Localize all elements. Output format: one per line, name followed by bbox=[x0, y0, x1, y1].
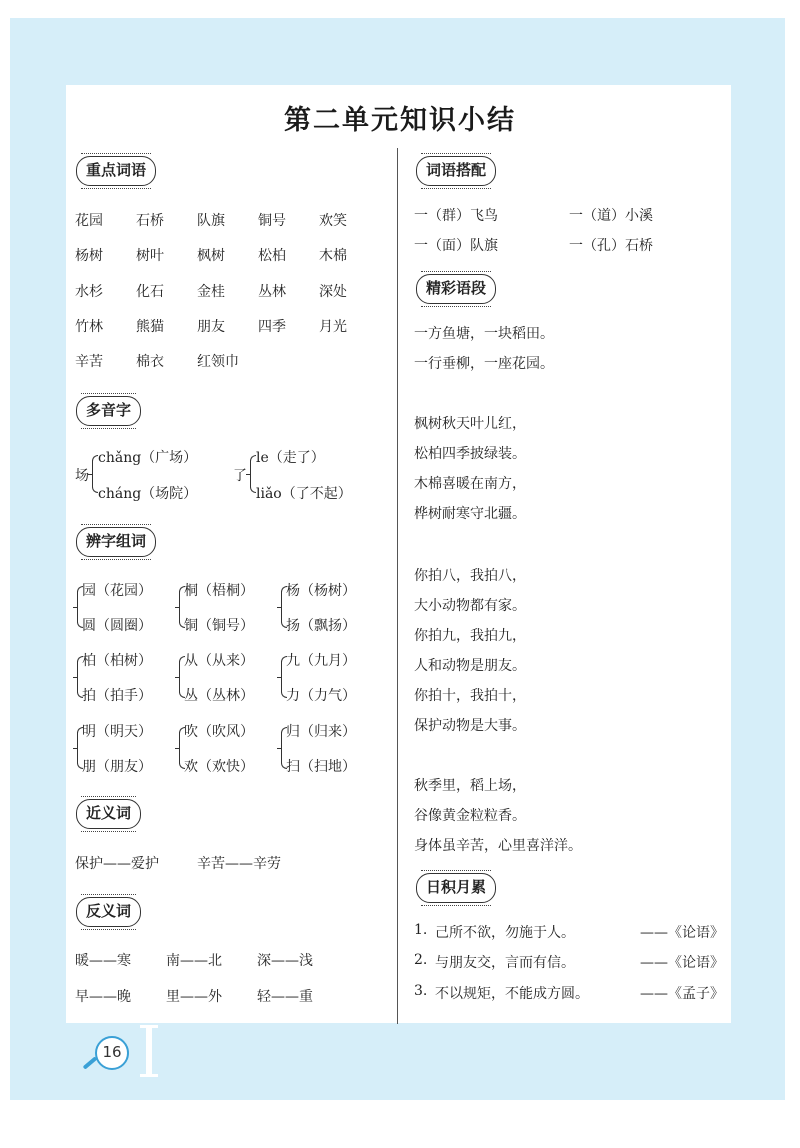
key-word: 枫树 bbox=[197, 248, 225, 264]
collocation-item: 一（孔）石桥 bbox=[569, 238, 653, 254]
antonym-pair: 深——浅 bbox=[257, 953, 313, 969]
distinguish-word: 圆（圆圈） bbox=[82, 618, 152, 634]
key-word: 石桥 bbox=[136, 213, 164, 229]
passage-line: 枫树秋天叶儿红， bbox=[414, 416, 526, 432]
distinguish-word: 拍（拍手） bbox=[82, 688, 152, 704]
key-word: 红领巾 bbox=[197, 354, 239, 370]
antonym-pair: 里——外 bbox=[166, 989, 222, 1005]
antonym-pair: 轻——重 bbox=[257, 989, 313, 1005]
synonyms-tag: 近义词 bbox=[76, 799, 141, 829]
distinguish-word: 杨（杨树） bbox=[286, 583, 356, 599]
key-word: 铜号 bbox=[258, 213, 286, 229]
passage-line: 保护动物是大事。 bbox=[414, 718, 526, 734]
distinguish-word: 吹（吹风） bbox=[184, 724, 254, 740]
key-word: 水杉 bbox=[75, 284, 103, 300]
accumulation-source: ——《论语》 bbox=[640, 955, 724, 971]
footer-bar-cap bbox=[140, 1074, 158, 1077]
key-word: 欢笑 bbox=[319, 213, 347, 229]
distinguish-word: 桐（梧桐） bbox=[184, 583, 254, 599]
passage-line: 木棉喜暖在南方， bbox=[414, 476, 526, 492]
distinguish-word: 欢（欢快） bbox=[184, 759, 254, 775]
distinguish-word: 朋（朋友） bbox=[82, 759, 152, 775]
key-word: 化石 bbox=[136, 284, 164, 300]
page-number: 16 bbox=[95, 1036, 129, 1070]
distinguish-word: 丛（丛林） bbox=[184, 688, 254, 704]
key-word: 松柏 bbox=[258, 248, 286, 264]
key-word: 金桂 bbox=[197, 284, 225, 300]
accumulation-text: 己所不欲，勿施于人。 bbox=[435, 925, 575, 941]
key-word: 丛林 bbox=[258, 284, 286, 300]
antonym-pair: 南——北 bbox=[166, 953, 222, 969]
passage-line: 大小动物都有家。 bbox=[414, 598, 526, 614]
distinguish-word: 归（归来） bbox=[286, 724, 356, 740]
polyphone-reading: chǎng（广场） bbox=[98, 450, 198, 466]
accumulation-source: ——《孟子》 bbox=[640, 986, 724, 1002]
key-word: 木棉 bbox=[319, 248, 347, 264]
antonym-pair: 早——晚 bbox=[75, 989, 131, 1005]
distinguish-word: 九（九月） bbox=[286, 653, 356, 669]
polyphone-reading: cháng（场院） bbox=[98, 486, 198, 502]
collocation-item: 一（群）飞鸟 bbox=[414, 208, 498, 224]
distinguish-word: 柏（柏树） bbox=[82, 653, 152, 669]
distinguish-word: 扬（飘扬） bbox=[286, 618, 356, 634]
footer-bar-decoration bbox=[146, 1025, 152, 1077]
passage-line: 人和动物是朋友。 bbox=[414, 658, 526, 674]
page-title: 第二单元知识小结 bbox=[284, 105, 516, 136]
key-word: 四季 bbox=[258, 319, 286, 335]
distinguish-word: 铜（铜号） bbox=[184, 618, 254, 634]
key-word: 熊猫 bbox=[136, 319, 164, 335]
passage-line: 松柏四季披绿装。 bbox=[414, 446, 526, 462]
accumulation-num: 1. bbox=[414, 922, 428, 938]
collocation-tag: 词语搭配 bbox=[416, 156, 496, 186]
distinguish-word: 扫（扫地） bbox=[286, 759, 356, 775]
passage-line: 谷像黄金粒粒香。 bbox=[414, 808, 526, 824]
passages-tag: 精彩语段 bbox=[416, 274, 496, 304]
column-divider bbox=[397, 148, 398, 1024]
distinguish-word: 从（从来） bbox=[184, 653, 254, 669]
passage-line: 秋季里，稻上场， bbox=[414, 778, 526, 794]
content-sheet bbox=[66, 85, 731, 1023]
footer-bar-cap bbox=[140, 1025, 158, 1028]
passage-line: 桦树耐寒守北疆。 bbox=[414, 506, 526, 522]
passage-line: 身体虽辛苦，心里喜洋洋。 bbox=[414, 838, 582, 854]
key-word: 树叶 bbox=[136, 248, 164, 264]
key-word: 花园 bbox=[75, 213, 103, 229]
key-words-tag: 重点词语 bbox=[76, 156, 156, 186]
synonym-pair: 辛苦——辛劳 bbox=[197, 856, 281, 872]
key-word: 深处 bbox=[319, 284, 347, 300]
distinguish-word: 园（花园） bbox=[82, 583, 152, 599]
passage-line: 一行垂柳，一座花园。 bbox=[414, 356, 554, 372]
key-word: 月光 bbox=[319, 319, 347, 335]
antonyms-tag: 反义词 bbox=[76, 897, 141, 927]
polyphone-char: 了 bbox=[233, 468, 247, 484]
key-word: 棉衣 bbox=[136, 354, 164, 370]
key-word: 杨树 bbox=[75, 248, 103, 264]
distinguish-tag: 辨字组词 bbox=[76, 527, 156, 557]
passage-line: 你拍九，我拍九， bbox=[414, 628, 526, 644]
synonym-pair: 保护——爱护 bbox=[75, 856, 159, 872]
distinguish-word: 力（力气） bbox=[286, 688, 356, 704]
passage-line: 你拍十，我拍十， bbox=[414, 688, 526, 704]
accumulation-num: 2. bbox=[414, 952, 428, 968]
collocation-item: 一（道）小溪 bbox=[569, 208, 653, 224]
key-word: 队旗 bbox=[197, 213, 225, 229]
accumulation-text: 与朋友交，言而有信。 bbox=[435, 955, 575, 971]
accumulation-text: 不以规矩，不能成方圆。 bbox=[435, 986, 589, 1002]
antonym-pair: 暖——寒 bbox=[75, 953, 131, 969]
collocation-item: 一（面）队旗 bbox=[414, 238, 498, 254]
polyphone-reading: le（走了） bbox=[256, 450, 325, 466]
polyphone-tag: 多音字 bbox=[76, 396, 141, 426]
polyphone-reading: liǎo（了不起） bbox=[256, 486, 352, 502]
distinguish-word: 明（明天） bbox=[82, 724, 152, 740]
key-word: 辛苦 bbox=[75, 354, 103, 370]
key-word: 朋友 bbox=[197, 319, 225, 335]
accumulation-source: ——《论语》 bbox=[640, 925, 724, 941]
key-word: 竹林 bbox=[75, 319, 103, 335]
passage-line: 你拍八，我拍八， bbox=[414, 568, 526, 584]
polyphone-char: 场 bbox=[75, 468, 89, 484]
passage-line: 一方鱼塘，一块稻田。 bbox=[414, 326, 554, 342]
accumulation-tag: 日积月累 bbox=[416, 873, 496, 903]
accumulation-num: 3. bbox=[414, 983, 428, 999]
